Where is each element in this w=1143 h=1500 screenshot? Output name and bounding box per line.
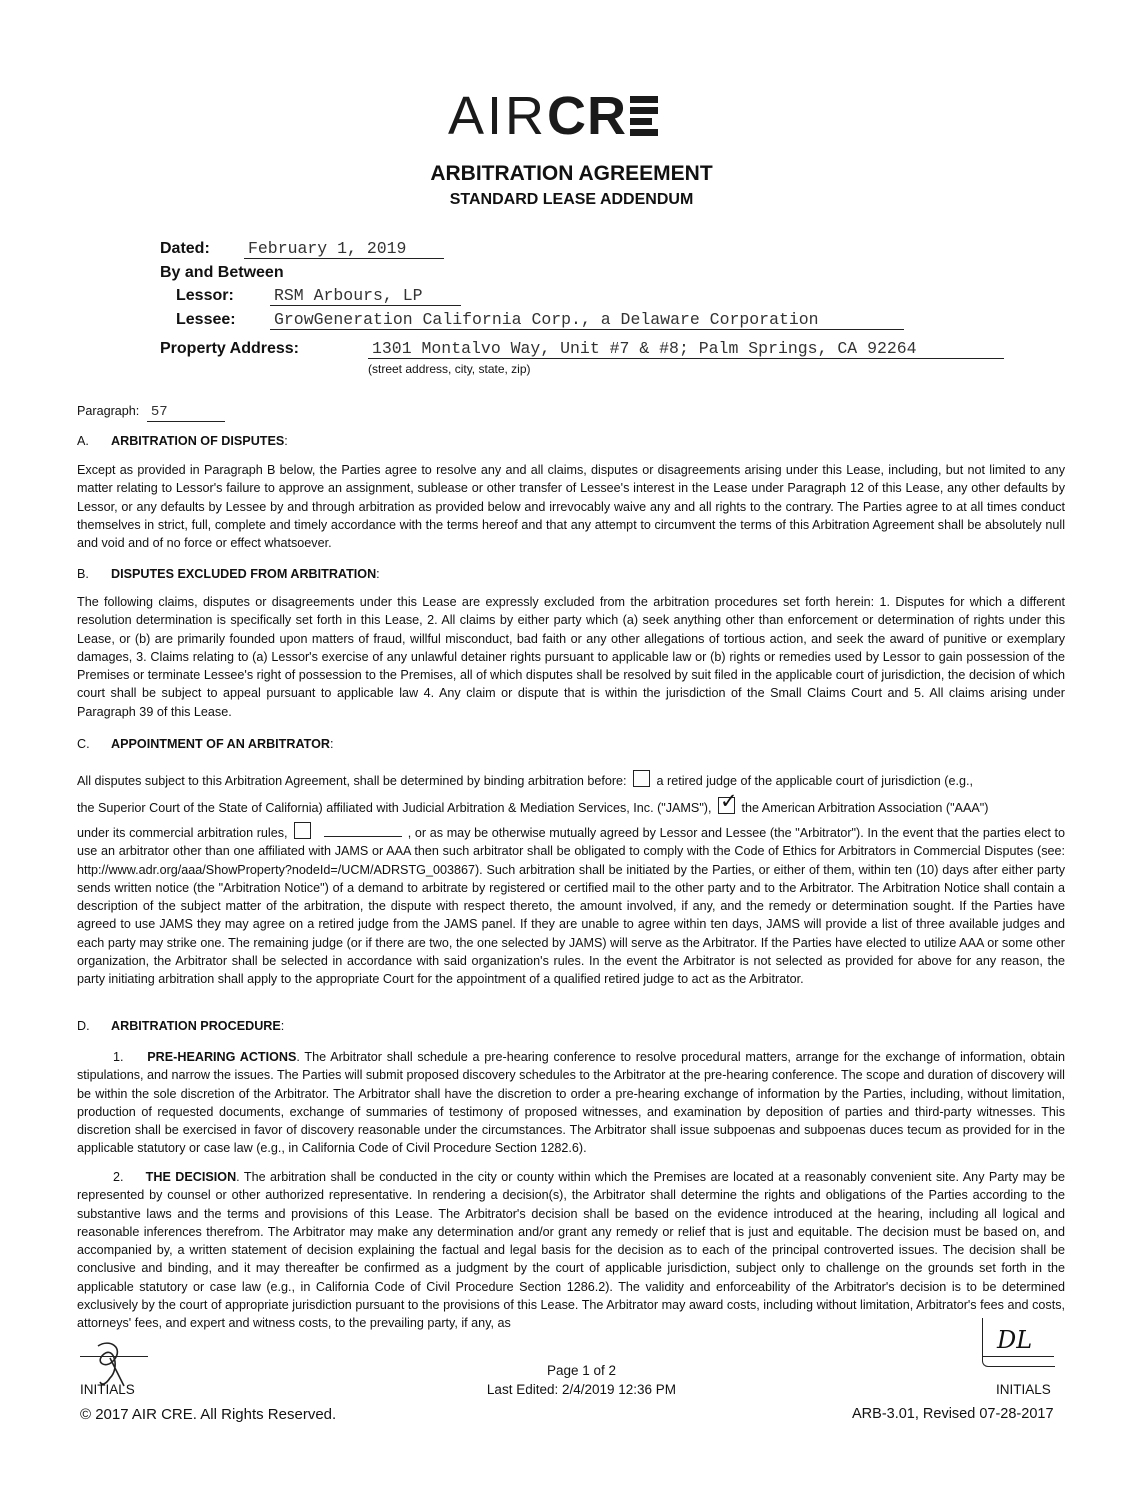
section-c-heading	[77, 737, 333, 751]
section-c-title: APPOINTMENT OF AN ARBITRATOR	[111, 737, 330, 751]
lessee-label: Lessee:	[176, 311, 236, 328]
d1-number: 1.	[113, 1050, 124, 1064]
paragraph-label: Paragraph:	[77, 404, 140, 418]
d2-text: . The arbitration shall be conducted in the city or county within which the Premises are located at a reasonably convenient site. Any Party may be represented by counsel or other authorized representative. In rendering a decision(s), the Arbitrator shall determine the rights and obligations of the Parties according to the substantive laws and the terms and provisions of this Lease. The Arbitrator's decision shall be based on the evidence introduced at the hearing, including all logical and reasonable inferences therefrom. The Arbitrator may make any determination and/or grant any remedy or relief that is just and equitable. The decision must be based on, and accompanied by, a written statement of decision explaining the factual and legal basis for the decision as to each of the principal controverted issues. The decision shall be conclusive and binding, and it may thereafter be confirmed as a judgment by the court of applicable jurisdiction, subject only to challenge on the grounds set forth in the applicable statutory or case law (e.g., in California Code of Civil Procedure Section 1286.2). The validity and enforceability of the Arbitrator's decision is to be determined exclusively by the court of appropriate jurisdiction pursuant to the provisions of this Lease. The Arbitrator may award costs, including without limitation, Arbitrator's fees and costs, attorneys' fees, and expert and witness costs, to the prevailing party, if any, as	[77, 1170, 1065, 1331]
section-c-line1	[77, 770, 1065, 792]
other-organization-blank[interactable]	[324, 836, 402, 837]
left-initials-line	[80, 1356, 148, 1357]
logo-text-cr: CR	[547, 86, 628, 146]
paragraph-row	[77, 403, 225, 422]
paragraph-field[interactable]: 57	[147, 403, 225, 422]
section-b-heading	[77, 567, 380, 581]
section-a-title: ARBITRATION OF DISPUTES	[111, 434, 285, 448]
d1-text: . The Arbitrator shall schedule a pre-hearing conference to resolve procedural matters, arrange for the exchange of information, obtain stipulations, and narrow the issues. The Parties will submit proposed discovery schedules to the Arbitrator at the pre-hearing conference. The scope and duration of discovery will be within the sole discretion of the Arbitrator. The Arbitrator shall have the discretion to order a pre-hearing exchange of information by the Parties, including, without limitation, production of requested documents, exchange of summaries of testimony of proposed witnesses, and examination by deposition of parties and third-party witnesses. This discretion shall be exercised in favor of discovery reasonable under the circumstances. The Arbitrator shall issue subpoenas and subpoenas duces tecum as provided for in the applicable statutory or case law (e.g., in California Code of Civil Procedure Section 1282.6).	[77, 1050, 1065, 1156]
section-b-colon: :	[376, 567, 380, 581]
jams-checkbox[interactable]	[633, 770, 650, 787]
section-c-line1-pre: All disputes subject to this Arbitration Agreement, shall be determined by binding arbitration before:	[77, 774, 627, 788]
d2-heading: THE DECISION	[145, 1170, 237, 1184]
section-c-body	[77, 822, 1065, 989]
section-d-title: ARBITRATION PROCEDURE	[111, 1019, 281, 1033]
air-cre-logo	[448, 86, 718, 146]
lessor-label: Lessor:	[176, 287, 234, 304]
left-initials-label: INITIALS	[80, 1382, 135, 1397]
d1-heading: PRE-HEARING ACTIONS	[147, 1050, 297, 1064]
section-c-line2-pre: the Superior Court of the State of California) affiliated with Judicial Arbitration & Mediation Services, Inc. ("JAMS"),	[77, 801, 712, 815]
document-subtitle: STANDARD LEASE ADDENDUM	[449, 191, 694, 208]
section-a-colon: :	[284, 434, 288, 448]
logo-text-air: AIR	[448, 86, 548, 146]
section-c-line3-pre: under its commercial arbitration rules,	[77, 826, 288, 840]
dated-label: Dated:	[160, 240, 210, 257]
section-b-text: The following claims, disputes or disagreements under this Lease are expressly excluded from the arbitration procedures set forth herein: 1. Disputes for which a different resolution determination is specifically set forth in this Lease, 2. All claims by either party which (a) seek anything other than enforcement or determination of rights under this Lease, or (b) are primarily founded upon matters of fraud, willful misconduct, bad faith or any other allegations of tortious action, and seek the award of punitive or exemplary damages, 3. Claims relating to (a) Lessor's exercise of any unlawful detainer rights pursuant to applicable law or (b) rights or remedies used by Lessor to gain possession of the Premises or terminate Lessee's right of possession to the Premises, all of which disputes shall be resolved by suit filed in the applicable court of jurisdiction, the decision of which court shall be subject to appeal pursuant to applicable law 4. Any claim or dispute that is within the jurisdiction of the Small Claims Court and 5. All claims arising under Paragraph 39 of this Lease.	[77, 595, 1065, 719]
right-initials-box[interactable]	[982, 1318, 1055, 1367]
section-d-paragraph-1	[77, 1048, 1065, 1158]
by-and-between-label: By and Between	[160, 264, 284, 281]
page-number: Page 1 of 2	[546, 1363, 617, 1378]
section-b-title: DISPUTES EXCLUDED FROM ARBITRATION	[111, 567, 377, 581]
section-a-heading	[77, 434, 288, 448]
section-c-colon: :	[329, 737, 334, 751]
stacked-bars-e-icon	[630, 96, 658, 136]
section-c-line1-post: a retired judge of the applicable court of jurisdiction (e.g.,	[656, 774, 973, 788]
dated-field[interactable]: February 1, 2019	[244, 240, 444, 259]
d2-number: 2.	[113, 1170, 124, 1184]
document-title: ARBITRATION AGREEMENT	[430, 162, 713, 185]
section-d-colon: :	[280, 1019, 285, 1033]
right-initials-line	[982, 1356, 1054, 1357]
copyright: © 2017 AIR CRE. All Rights Reserved.	[80, 1406, 337, 1423]
lessee-field[interactable]: GrowGeneration California Corp., a Delaware Corporation	[270, 311, 904, 330]
section-c-rest: , or as may be otherwise mutually agreed by Lessor and Lessee (the "Arbitrator"). In the event that the parties elect to use an arbitrator other than one affiliated with JAMS or AAA then such arbitrator shall be obligated to comply with the Code of Ethics for Arbitrators in Commercial Disputes (see: http://www.adr.org/aaa/ShowProperty?nodeId=/UCM/ADRSTG_003867). Such arbitration shall be initiated by the Parties, or either of them, within ten (10) days after either party sends written notice (the "Arbitration Notice") of a demand to arbitrate by registered or certified mail to the other party and to the Arbitrator. The Arbitration Notice shall contain a description of the subject matter of the arbitration, the dispute with respect thereto, the amount involved, if any, and the remedy or determination sought. If the Parties have agreed to use JAMS they may agree on a retired judge from the JAMS panel. If they are unable to agree within ten days, JAMS will provide a list of three available judges and each party may strike one. The remaining judge (or if there are two, the one selected by JAMS) will serve as the Arbitrator. If the Parties have elected to utilize AAA or some other organization, the Arbitrator shall be selected in accordance with said organization's rules. In the event the Arbitrator is not selected as provided for above for any reason, the party initiating arbitration shall apply to the appropriate Court for the appointment of a qualified retired judge to act as the Arbitrator.	[77, 826, 1065, 987]
section-c-letter: C.	[77, 737, 90, 751]
section-c-line2-post: the American Arbitration Association ("AAA")	[741, 801, 989, 815]
property-address-label: Property Address:	[160, 340, 299, 357]
section-a-text: Except as provided in Paragraph B below, the Parties agree to resolve any and all claims, disputes or disagreements arising under this Lease, including, but not limited to any matter relating to Lessor's failure to approve an assignment, sublease or other transfer of Lessee's interest in the Lease under Paragraph 12 of this Lease, any other defaults by Lessor, or any defaults by Lessee by and through arbitration as provided below and irrevocably waive any and all rights to the contrary. The Parties agree to at all times conduct themselves in strict, full, complete and timely accordance with the terms hereof and that any attempt to circumvent the terms of this Arbitration Agreement shall be absolutely null and void and of no force or effect whatsoever.	[77, 463, 1065, 551]
section-d-heading	[77, 1019, 284, 1033]
section-d-paragraph-2	[77, 1168, 1065, 1333]
right-initials-label: INITIALS	[996, 1382, 1051, 1397]
address-format-note: (street address, city, state, zip)	[368, 362, 531, 376]
right-initials-value: DL	[997, 1326, 1033, 1354]
section-a-letter: A.	[77, 434, 89, 448]
last-edited: Last Edited: 2/4/2019 12:36 PM	[486, 1382, 677, 1397]
section-d-letter: D.	[77, 1019, 90, 1033]
property-address-field[interactable]: 1301 Montalvo Way, Unit #7 & #8; Palm Springs, CA 92264	[368, 340, 1004, 359]
lessor-field[interactable]: RSM Arbours, LP	[270, 287, 461, 306]
other-organization-checkbox[interactable]	[294, 822, 311, 839]
aaa-checkbox[interactable]	[718, 797, 735, 814]
section-b-letter: B.	[77, 567, 89, 581]
form-identifier: ARB-3.01, Revised 07-28-2017	[852, 1406, 1054, 1422]
section-c-line2	[77, 797, 1065, 819]
